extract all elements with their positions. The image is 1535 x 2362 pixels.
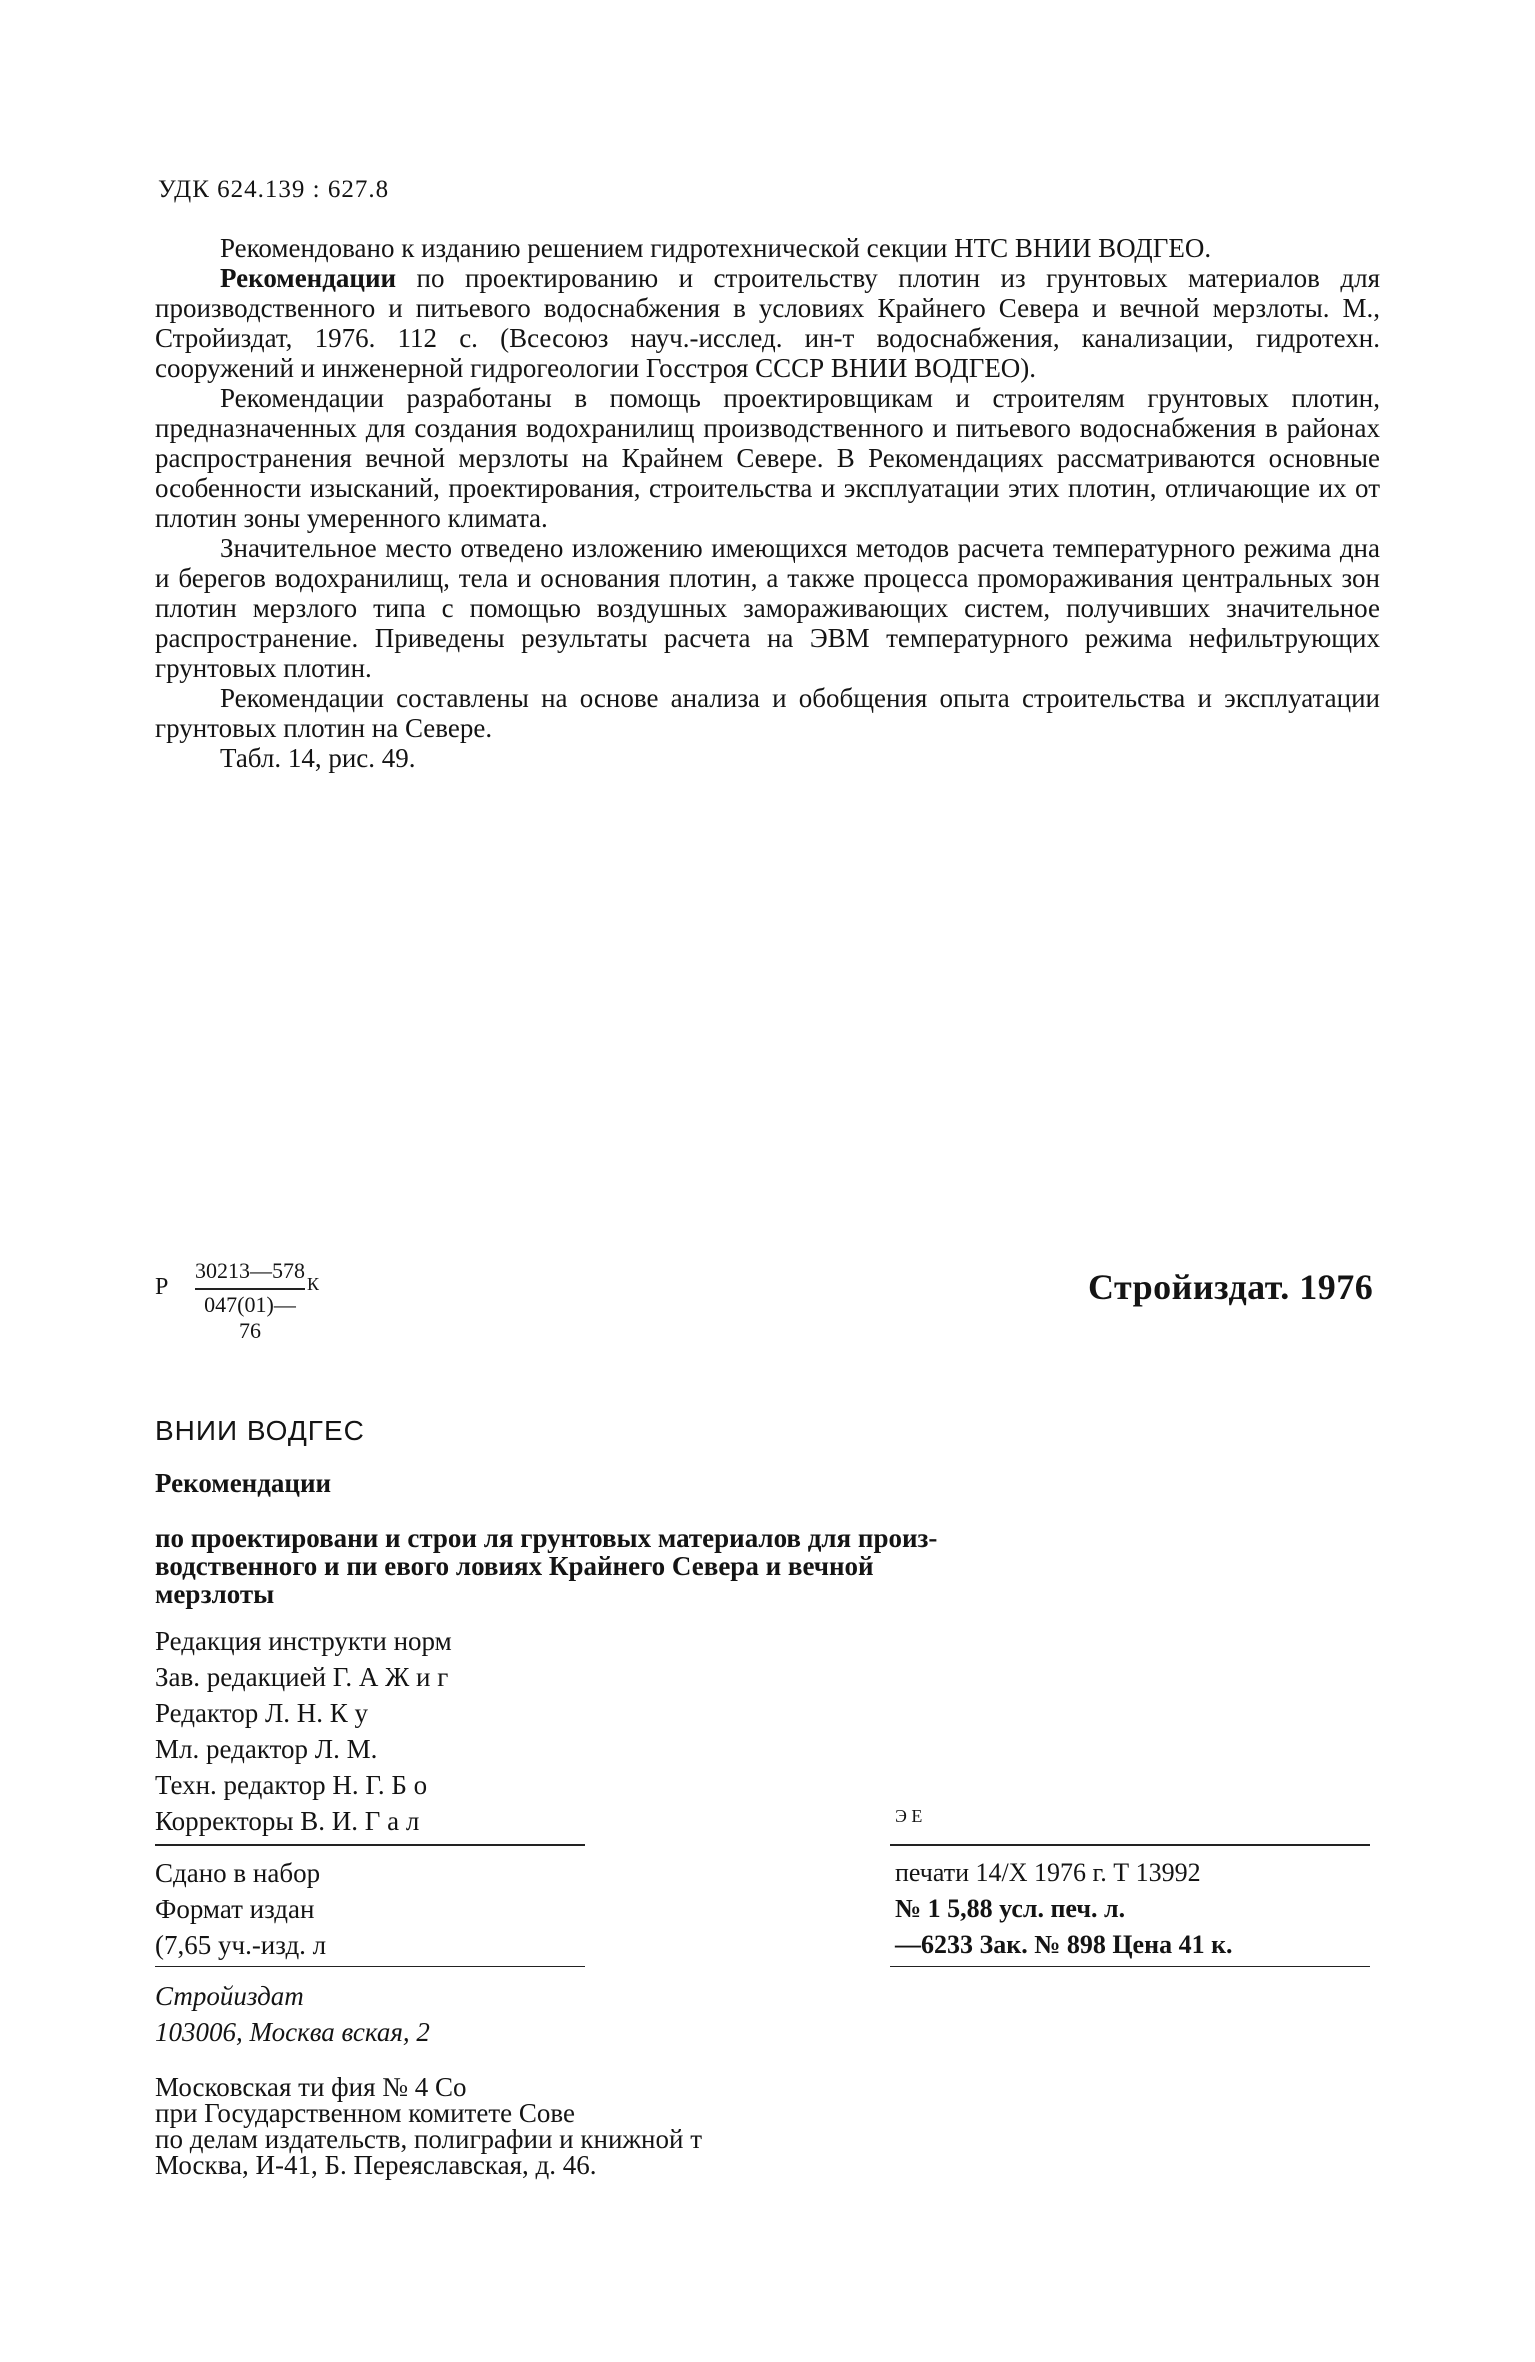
imprint-org: ВНИИ ВОДГЕС — [155, 1415, 365, 1446]
code-suffix: К — [307, 1274, 320, 1294]
printer-info — [155, 2074, 702, 2178]
staff-line: Редакция инструкти норм — [155, 1626, 452, 1656]
divider-right — [890, 1844, 1370, 1846]
imprint-full-title — [155, 1524, 1380, 1608]
code-denominator: 047(01)—76 — [204, 1292, 296, 1343]
staff-line: Зав. редакцией Г. А Ж и г — [155, 1662, 449, 1692]
print-line: Сдано в набор — [155, 1858, 321, 1888]
title-line: мерзлоты — [155, 1579, 275, 1609]
print-line: —6233 Зак. № 898 Цена 41 к. — [895, 1930, 1233, 1959]
staff-line: Мл. редактор Л. М. — [155, 1734, 378, 1764]
abstract-title-bold: Рекомендации — [220, 263, 397, 293]
abstract-purpose: Рекомендации разработаны в помощь проектировщикам и строителям грунтовых плотин, предназначенных для создания водохранилищ производственного и питьевого водоснабжения в районах распространения вечной мерзлоты на Крайнем Севере. В Рекомендациях рассматриваются основные особенности изысканий, проектирования, строительства и эксплуатации этих плотин, отличающие их от плотин зоны умеренного климата. — [155, 383, 1380, 533]
print-line: Формат издан — [155, 1894, 315, 1924]
staff-line: Редактор Л. Н. К у — [155, 1698, 369, 1728]
abstract-tables-figures: Табл. 14, рис. 49. — [220, 743, 416, 773]
printer-line: при Государственном комитете Сове — [155, 2098, 575, 2128]
title-line: водственного и пи евого ловиях Крайнего Севера и вечной — [155, 1551, 874, 1581]
print-details-left — [155, 1855, 326, 1963]
abstract — [155, 233, 1380, 773]
divider-bottom-right — [890, 1966, 1370, 1967]
title-line: по проектировани и строи ля грунтовых материалов для произ- — [155, 1523, 938, 1553]
udk-code: УДК 624.139 : 627.8 — [158, 176, 390, 203]
abstract-content: Значительное место отведено изложению имеющихся методов расчета температурного режима дна и берегов водохранилищ, тела и основания плотин, а также процесса промораживания центральных зон плотин мерзлого типа с помощью воздушных замораживающих систем, получивших значительное распространение. Приведены результаты расчета на ЭВМ температурного режима нефильтрующих грунтовых плотин. — [155, 533, 1380, 683]
code-fraction-line — [195, 1288, 305, 1290]
divider-bottom-left — [155, 1966, 585, 1967]
abstract-bibliography-text: по проектированию и строительству плотин из грунтовых материалов для производственного и питьевого водоснабжения в условиях Крайнего Севера и вечной мерзлоты. М., Стройиздат, 1976. 112 с. (Всесоюз науч.-исслед. ин-т водоснабжения, канализации, гидротехн. сооружений и инженерной гидрогеологии Госстроя СССР ВНИИ ВОДГЕО). — [155, 263, 1380, 383]
abstract-basis: Рекомендации составлены на основе анализа и обобщения опыта строительства и эксплуатации грунтовых плотин на Севере. — [155, 683, 1380, 743]
publisher-year: Стройиздат. 1976 — [1088, 1267, 1374, 1307]
abstract-recommendation: Рекомендовано к изданию решением гидротехнической секции НТС ВНИИ ВОДГЕО. — [220, 233, 1212, 263]
address-line: Стройиздат — [155, 1981, 304, 2011]
staff-line: Техн. редактор Н. Г. Б о — [155, 1770, 428, 1800]
code-prefix: Р — [155, 1274, 169, 1300]
divider-left — [155, 1844, 585, 1846]
staff-line: Корректоры В. И. Г а л — [155, 1806, 420, 1836]
address-line: 103006, Москва вская, 2 — [155, 2017, 430, 2047]
editorial-staff — [155, 1623, 452, 1839]
imprint-heading: Рекомендации — [155, 1468, 332, 1498]
publisher-address — [155, 1978, 430, 2050]
print-line: (7,65 уч.-изд. л — [155, 1930, 327, 1960]
print-line: № 1 5,88 усл. печ. л. — [895, 1894, 1126, 1923]
code-numerator: 30213—578 — [195, 1258, 305, 1283]
abstract-bibliography — [155, 263, 1380, 383]
print-line: печати 14/X 1976 г. Т 13992 — [895, 1858, 1201, 1887]
print-details-right — [895, 1855, 1233, 1963]
printer-line: Московская ти фия № 4 Со — [155, 2072, 467, 2102]
printer-line: Москва, И-41, Б. Переяславская, д. 46. — [155, 2150, 597, 2180]
printer-line: по делам издательств, полиграфии и книжной т — [155, 2124, 703, 2154]
right-mark: Э Е — [895, 1806, 923, 1826]
